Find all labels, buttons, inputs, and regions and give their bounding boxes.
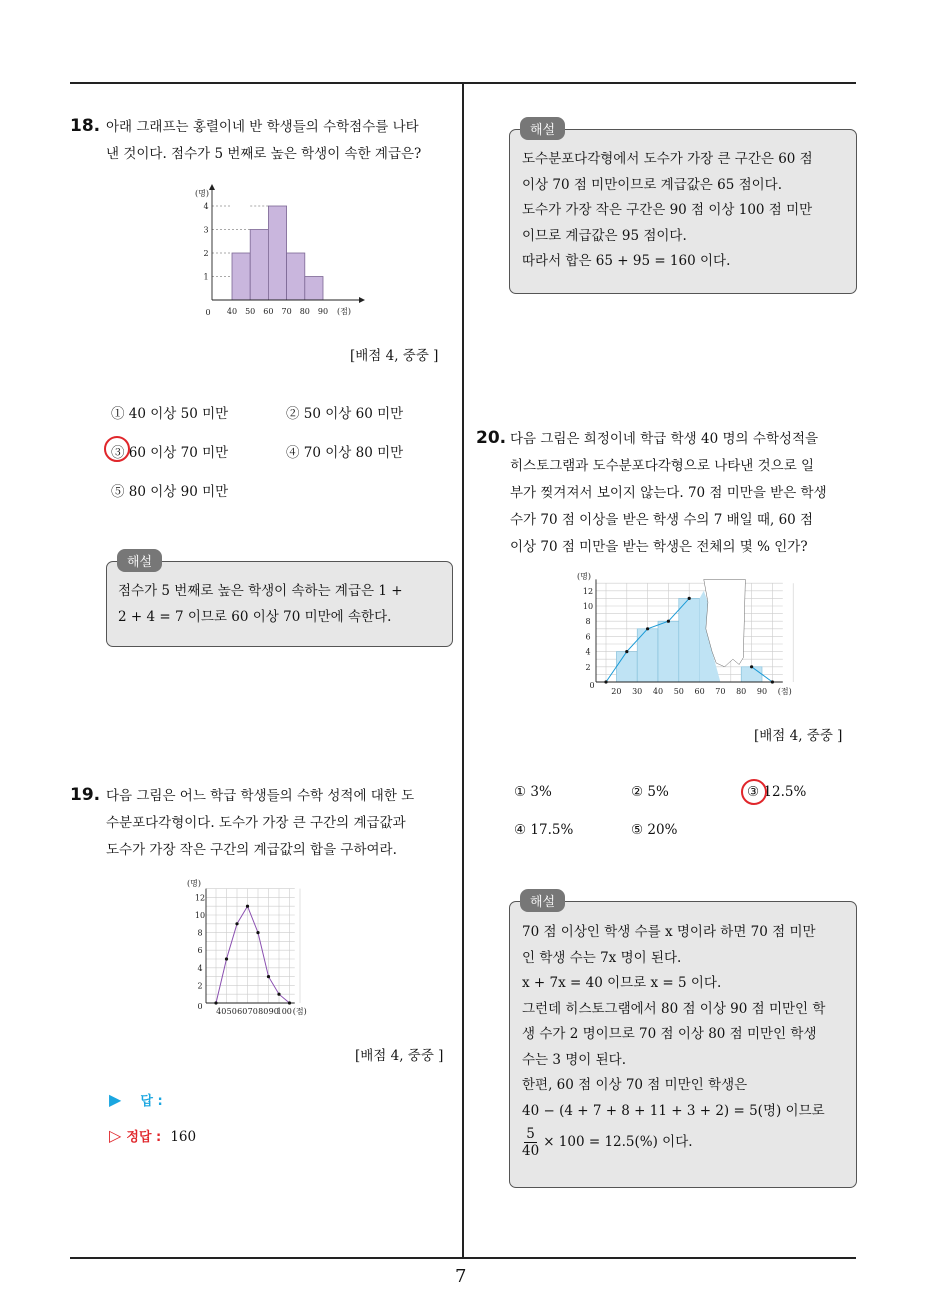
y-tick-label: 4: [203, 202, 209, 211]
y-axis-arrow: [209, 184, 215, 190]
question-text-line: 도수가 가장 작은 구간의 계급값의 합을 구하여라.: [106, 842, 397, 858]
x-tick-label: 60: [237, 1007, 248, 1016]
torn-histogram-q20: [570, 568, 800, 703]
outline-play-icon: ▷: [109, 1126, 122, 1145]
choice-5[interactable]: ⑤ 20%: [631, 822, 678, 838]
choice-4[interactable]: ④ 17.5%: [514, 822, 574, 838]
question-text-line: 낸 것이다. 점수가 5 번째로 높은 학생이 속한 계급은?: [106, 146, 422, 162]
x-tick-label: 80: [299, 307, 310, 316]
data-point: [750, 665, 753, 668]
explanation-tag: 해설: [520, 889, 565, 912]
correct-answer-row: [109, 1126, 196, 1145]
y-tick-label: 4: [197, 963, 203, 973]
explanation-line: 40 − (4 + 7 + 8 + 11 + 3 + 2) = 5(명) 이므로: [522, 1102, 825, 1119]
explanation-line: 이므로 계급값은 95 점이다.: [522, 227, 687, 244]
x-tick-label: 40: [652, 687, 664, 696]
y-tick-label: 6: [585, 632, 591, 642]
explanation-line: × 100 = 12.5(%) 이다.: [543, 1133, 693, 1150]
choice-2[interactable]: ② 5%: [631, 784, 669, 800]
explanation-line: 한편, 60 점 이상 70 점 미만인 학생은: [522, 1077, 748, 1093]
x-tick-label: 50: [245, 307, 256, 316]
question-number: 20.: [476, 428, 507, 448]
origin-label: 0: [589, 681, 595, 690]
explanation-tag: 해설: [520, 117, 565, 140]
x-tick-label: 80: [736, 687, 747, 696]
x-axis-label: (점): [292, 1007, 307, 1016]
meta-info: [배점 4, 중중 ]: [350, 348, 439, 364]
data-point: [667, 620, 670, 623]
correct-label: 정답 :: [126, 1130, 162, 1145]
x-tick-label: 60: [263, 307, 274, 316]
explanation-text: [522, 920, 825, 1159]
y-tick-label: 6: [197, 946, 203, 956]
answer-mark-circle: [104, 436, 130, 462]
explanation-line: 도수가 가장 작은 구간은 90 점 이상 100 점 미만: [522, 202, 813, 218]
x-tick-label: 70: [715, 687, 726, 696]
explanation-line: 생 수가 2 명이므로 70 점 이상 80 점 미만인 학생: [522, 1026, 817, 1042]
question-text-line: 다음 그림은 어느 학급 학생들의 수학 성적에 대한 도: [106, 788, 415, 804]
choice-1[interactable]: ① 3%: [514, 784, 552, 800]
x-tick-label: 80: [258, 1007, 269, 1016]
y-tick-label: 10: [582, 602, 594, 611]
column-divider: [462, 82, 464, 1258]
data-point: [225, 957, 228, 960]
y-axis-label: (명): [577, 572, 591, 581]
data-point: [646, 627, 649, 630]
explanation-line-fraction: [522, 1126, 825, 1159]
explanation-text: [118, 579, 403, 630]
data-point: [235, 922, 238, 925]
question-text: [106, 114, 421, 168]
page-number: 7: [455, 1266, 467, 1287]
choice-3[interactable]: ③ 12.5%: [747, 784, 807, 800]
y-tick-label: 8: [197, 928, 203, 938]
data-point: [277, 993, 280, 996]
data-point: [288, 1001, 291, 1004]
question-number: 19.: [70, 785, 101, 805]
y-tick-label: 8: [585, 617, 591, 627]
explanation-line: x + 7x = 40 이므로 x = 5 이다.: [522, 975, 722, 991]
data-point: [267, 975, 270, 978]
explanation-text: [522, 147, 813, 275]
explanation-line: 70 점 이상인 학생 수를 x 명이라 하면 70 점 미만: [522, 924, 816, 940]
histogram-bar: [658, 621, 679, 682]
histogram-bar: [305, 277, 323, 301]
histogram-bar: [232, 253, 250, 300]
answer-mark-circle: [741, 779, 767, 805]
choice-4[interactable]: ④ 70 이상 80 미만: [286, 445, 404, 461]
y-tick-label: 1: [203, 272, 209, 282]
explanation-line: 그런데 히스토그램에서 80 점 이상 90 점 미만인 학: [522, 1000, 826, 1017]
explanation-line: 수는 3 명이 된다.: [522, 1051, 626, 1068]
x-tick-label: 90: [268, 1007, 279, 1016]
x-axis-arrow: [359, 297, 365, 303]
question-number: 18.: [70, 116, 101, 136]
question-text: [106, 783, 414, 864]
explanation-line: 2 + 4 = 7 이므로 60 이상 70 미만에 속한다.: [118, 608, 392, 625]
x-axis-label: (점): [777, 687, 792, 696]
data-point: [214, 1001, 217, 1004]
explanation-line: 인 학생 수는 7x 명이 된다.: [522, 949, 682, 966]
histogram-bar: [287, 253, 305, 300]
data-point: [256, 931, 259, 934]
y-tick-label: 2: [197, 981, 203, 991]
question-text-line: 이상 70 점 미만을 받는 학생은 전체의 몇 % 인가?: [510, 539, 808, 555]
x-tick-label: 50: [226, 1007, 237, 1016]
data-point: [771, 680, 774, 683]
choice-3[interactable]: ③ 60 이상 70 미만: [111, 445, 229, 461]
y-axis-label: (명): [187, 879, 201, 888]
y-tick-label: 4: [585, 647, 591, 657]
choice-1[interactable]: ① 40 이상 50 미만: [111, 406, 229, 422]
x-tick-label: 20: [611, 687, 622, 696]
origin-label: 0: [205, 308, 211, 317]
choice-2[interactable]: ② 50 이상 60 미만: [286, 406, 404, 422]
histogram-bar: [679, 598, 700, 682]
data-point: [688, 597, 691, 600]
choice-5[interactable]: ⑤ 80 이상 90 미만: [111, 484, 229, 500]
data-point: [246, 905, 249, 908]
x-tick-label: 90: [317, 307, 329, 316]
answer-row: [109, 1090, 163, 1109]
explanation-line: 이상 70 점 미만이므로 계급값은 65 점이다.: [522, 176, 783, 193]
question-text-line: 다음 그림은 희정이네 학급 학생 40 명의 수학성적을: [510, 431, 819, 447]
histogram-bar: [268, 206, 286, 300]
x-tick-label: 70: [247, 1007, 258, 1016]
correct-value: 160: [170, 1129, 197, 1145]
histogram-bar: [250, 230, 268, 301]
y-tick-label: 2: [585, 662, 591, 672]
question-text-line: 아래 그래프는 홍렬이네 반 학생들의 수학점수를 나타: [106, 119, 419, 135]
x-tick-label: 40: [216, 1007, 227, 1016]
explanation-line: 점수가 5 번째로 높은 학생이 속하는 계급은 1 +: [118, 583, 403, 599]
origin-label: 0: [197, 1002, 203, 1011]
x-tick-label: 30: [632, 687, 643, 696]
explanation-tag: 해설: [117, 549, 162, 572]
histogram-bar: [741, 667, 762, 682]
question-text: [510, 426, 827, 561]
x-tick-label: 40: [226, 307, 238, 316]
fraction: [522, 1126, 539, 1159]
y-axis-label: (명): [195, 189, 209, 198]
y-tick-label: 10: [194, 911, 206, 920]
meta-info: [배점 4, 중중 ]: [754, 728, 843, 744]
y-tick-label: 3: [203, 225, 209, 235]
x-tick-label: 50: [673, 687, 684, 696]
x-tick-label: 70: [281, 307, 292, 316]
histogram-q18: [190, 182, 370, 322]
question-text-line: 수가 70 점 이상을 받은 학생 수의 7 배일 때, 60 점: [510, 512, 814, 528]
explanation-line: 따라서 합은 65 + 95 = 160 이다.: [522, 253, 731, 269]
question-text-line: 히스토그램과 도수분포다각형으로 나타낸 것으로 일: [510, 458, 815, 474]
y-tick-label: 2: [203, 249, 209, 258]
x-tick-label: 60: [694, 687, 705, 696]
play-icon: ▶: [109, 1090, 122, 1109]
data-point: [604, 680, 607, 683]
question-text-line: 수분포다각형이다. 도수가 가장 큰 구간의 계급값과: [106, 815, 406, 831]
answer-label: 답 :: [140, 1094, 163, 1109]
meta-info: [배점 4, 중중 ]: [355, 1048, 444, 1064]
frequency-polygon-q19: [180, 875, 380, 1020]
x-tick-label: 90: [756, 687, 768, 696]
y-tick-label: 12: [582, 586, 594, 596]
histogram-bar: [616, 652, 637, 682]
fraction-numerator: 5: [526, 1126, 535, 1142]
x-axis-label: (점): [337, 307, 351, 316]
question-text-line: 부가 찢겨져서 보이지 않는다. 70 점 미만을 받은 학생: [510, 485, 827, 501]
y-tick-label: 12: [194, 893, 206, 903]
explanation-line: 도수분포다각형에서 도수가 가장 큰 구간은 60 점: [522, 151, 813, 167]
x-tick-label: 100: [276, 1007, 292, 1016]
fraction-denominator: 40: [522, 1143, 540, 1159]
data-point: [625, 650, 628, 653]
series-line: [216, 906, 290, 1003]
